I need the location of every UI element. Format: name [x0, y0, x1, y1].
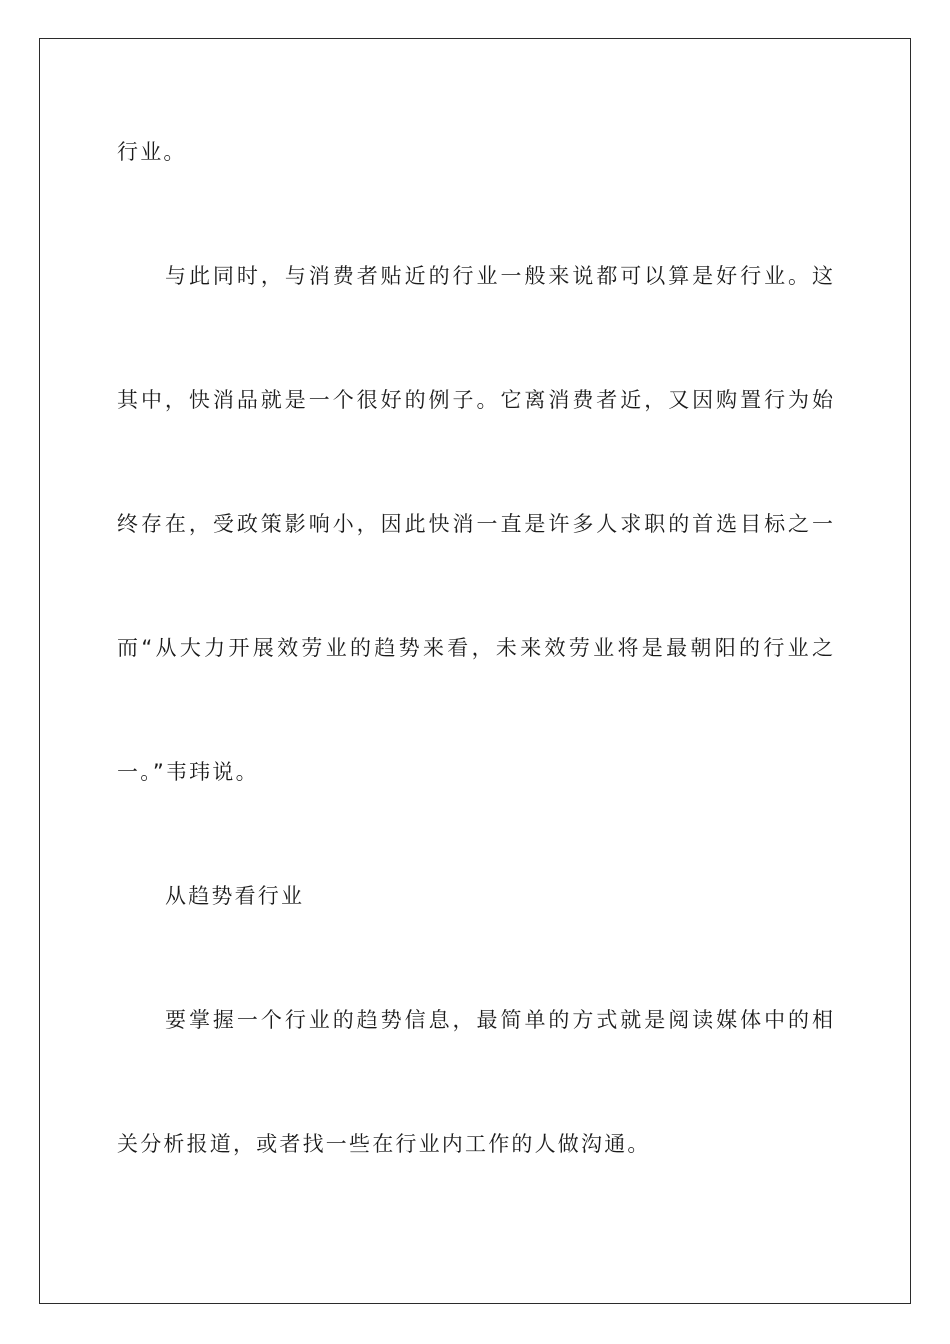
section-heading: 从趋势看行业	[165, 884, 305, 908]
paragraph-line-5: 而“从大力开展效劳业的趋势来看，未来效劳业将是最朝阳的行业之	[117, 636, 833, 660]
paragraph-line-6: 一。”韦玮说。	[117, 760, 259, 784]
paragraph-line-8: 关分析报道，或者找一些在行业内工作的人做沟通。	[117, 1132, 651, 1156]
paragraph-line-2: 与此同时，与消费者贴近的行业一般来说都可以算是好行业。这	[165, 264, 833, 288]
paragraph-line-3: 其中，快消品就是一个很好的例子。它离消费者近，又因购置行为始	[117, 388, 833, 412]
paragraph-line-4: 终存在，受政策影响小，因此快消一直是许多人求职的首选目标之一	[117, 512, 833, 536]
paragraph-line-7: 要掌握一个行业的趋势信息，最简单的方式就是阅读媒体中的相	[165, 1008, 833, 1032]
paragraph-line-1: 行业。	[117, 140, 187, 164]
page-frame	[39, 38, 911, 1304]
